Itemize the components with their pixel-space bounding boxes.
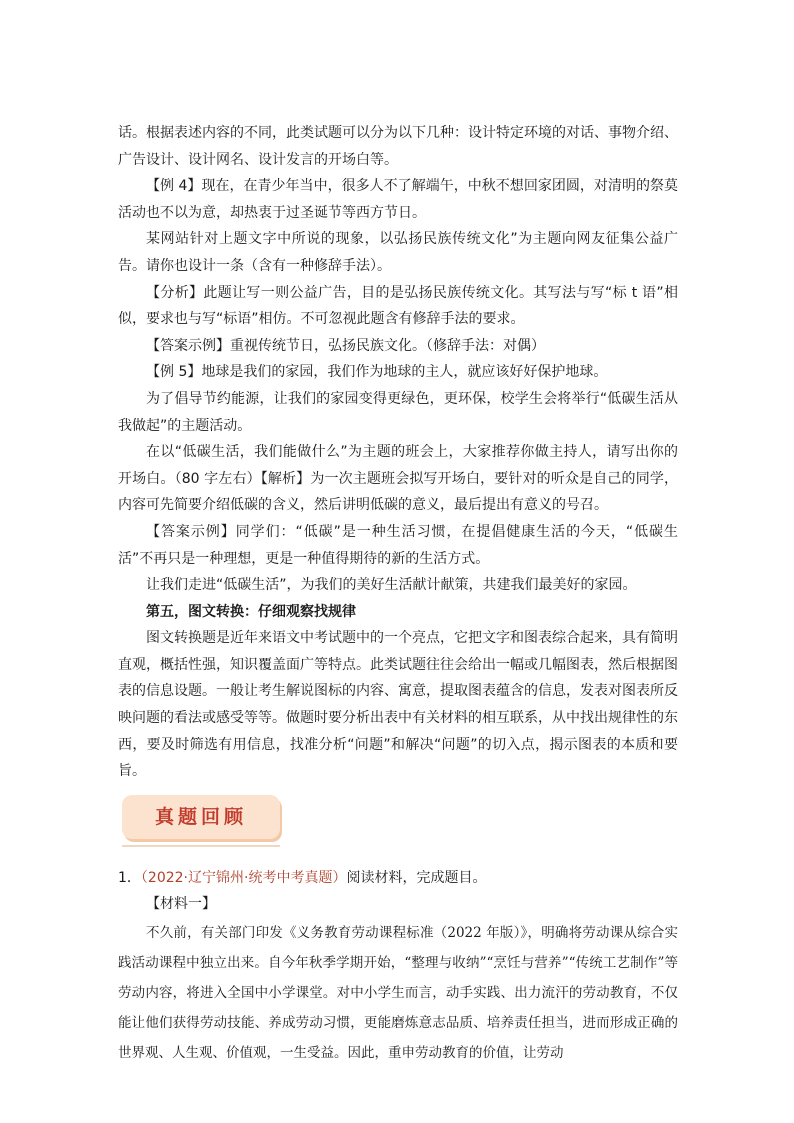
- section-banner: [118, 795, 678, 847]
- section-heading-5: 第五，图文转换：仔细观察找规律: [146, 603, 356, 620]
- paragraph-intro: 话。根据表述内容的不同，此类试题可以分为以下几种：设计特定环境的对话、事物介绍、广告设计、设计网名、设计发言的开场白等。: [118, 125, 678, 168]
- question-source: （2022·辽宁锦州·统考中考真题）: [140, 869, 347, 886]
- banner-underline: [122, 845, 280, 847]
- paragraph-task-5: 在以“低碳生活，我们能做什么”为主题的班会上，大家推荐你做主持人，请写出你的开场白。（80 字左右）【解析】为一次主题班会拟写开场白，要针对的听众是自己的同学，内容可先简要介绍低碳的含义，然后讲明低碳的意义，最后提出有意义的号召。: [118, 444, 678, 514]
- question-line: [118, 865, 678, 892]
- paragraph-task-4: 某网站针对上题文字中所说的现象，以弘扬民族传统文化”为主题向网友征集公益广告。请你也设计一条（含有一种修辞手法）。: [118, 231, 678, 274]
- question-prompt: 阅读材料，完成题目。: [346, 869, 487, 886]
- document-body: [118, 120, 678, 1068]
- paragraph-answer-4: 【答案示例】重视传统节日，弘扬民族文化。（修辞手法：对偶）: [146, 337, 545, 354]
- material-text: 不久前，有关部门印发《义务教育劳动课程标准（2022 年版）》，明确将劳动课从综合实践活动课程中独立出来。自今年秋季学期开始，“整理与收纳”“烹饪与营养”“传统工艺制作”等劳动内容，将进入全国中小学课堂。对中小学生而言，动手实践、出力流汗的劳动教育，不仅能让他们获得劳动技能、养成劳动习惯，更能磨炼意志品质、培养责任担当，进而形成正确的世界观、人生观、价值观，一生受益。因此，重申劳动教育的价值，让劳动: [118, 925, 678, 1062]
- paragraph-answer-5-cont: 让我们走进“低碳生活”，为我们的美好生活献计献策，共建我们最美好的家园。: [146, 577, 637, 594]
- banner-title: 真题回顾: [154, 805, 247, 828]
- paragraph-example-5: 【例 5】地球是我们的家园，我们作为地球的主人，就应该好好保护地球。: [146, 364, 608, 381]
- paragraph-example-4: 【例 4】现在，在青少年当中，很多人不了解端午，中秋不想回家团圆，对清明的祭莫活动也不以为意，却热衷于过圣诞节等西方节日。: [118, 178, 678, 221]
- question-number: 1．: [118, 869, 141, 886]
- paragraph-chart-conversion: 图文转换题是近年来语文中考试题中的一个亮点，它把文字和图表综合起来，具有简明直观，概括性强，知识覆盖面广等特点。此类试题往往会给出一幅或几幅图表，然后根据图表的信息设题。一般让考生解说图标的内容、寓意，提取图表蕴含的信息，发表对图表所反映问题的看法或感受等等。做题时要分析出表中有关材料的相互联系，从中找出规律性的东西，要及时筛选有用信息，找准分析“问题”和解决“问题”的切入点，揭示图表的本质和要旨。: [118, 630, 678, 780]
- paragraph-analysis-4: 【分析】此题让写一则公益广告，目的是弘扬民族传统文化。其写法与写“标 t 语”相似，要求也与写“标语”相仿。不可忽视此题含有修辞手法的要求。: [118, 284, 678, 328]
- paragraph-context-5: 为了倡导节约能源，让我们的家园变得更绿色，更环保，校学生会将举行“低碳生活从我做起”的主题活动。: [118, 390, 678, 434]
- paragraph-answer-5: 【答案示例】同学们：“低碳”是一种生活习惯，在提倡健康生活的今天，“低碳生活”不再只是一种理想，更是一种值得期待的新的生活方式。: [118, 523, 678, 567]
- material-label: 【材料一】: [146, 896, 216, 913]
